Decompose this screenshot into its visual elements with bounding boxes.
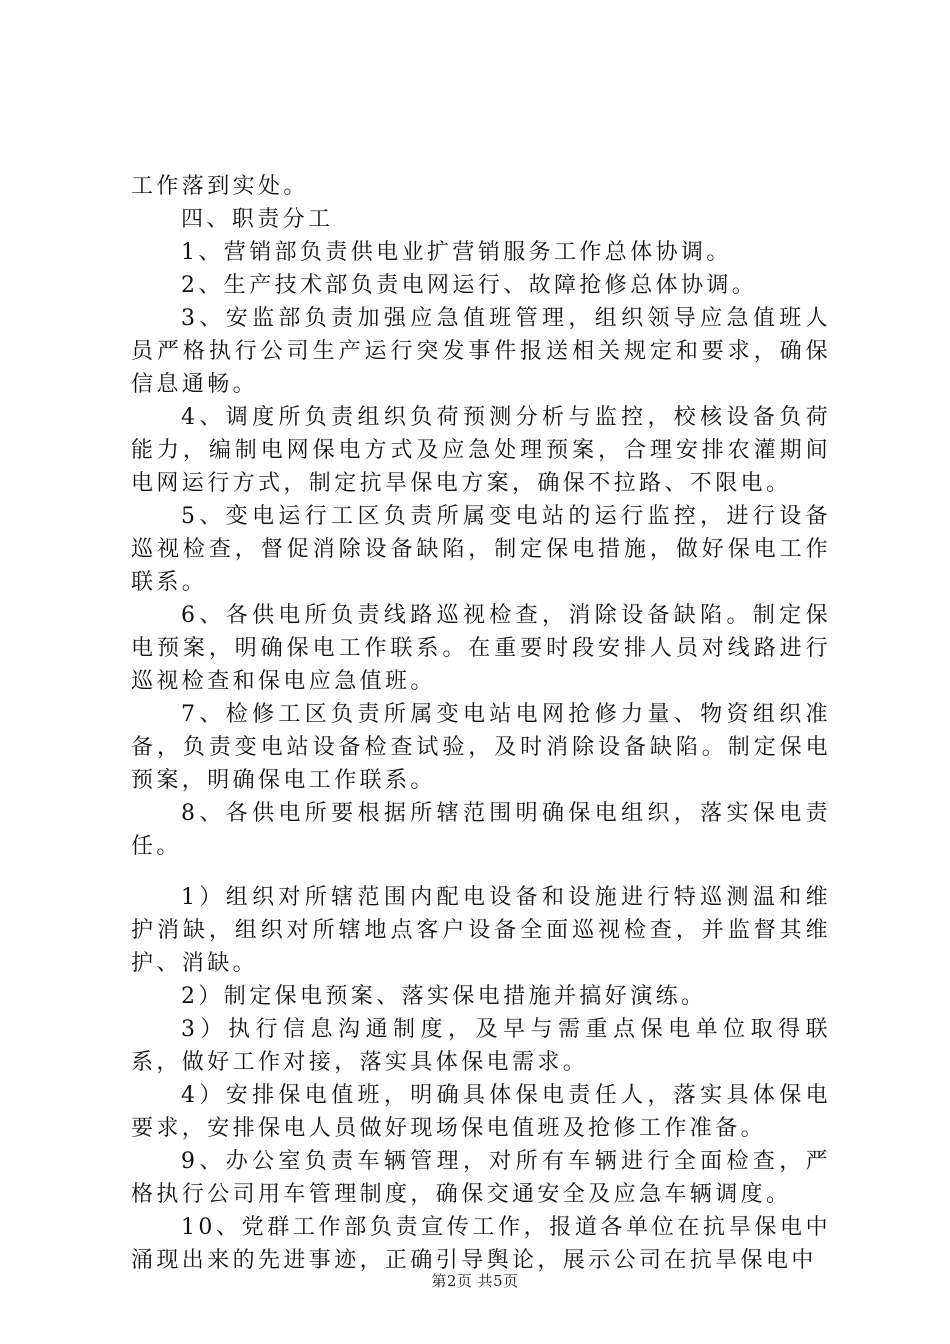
paragraph-item-2: 2、生产技术部负责电网运行、故障抢修总体协调。 bbox=[181, 273, 758, 298]
paragraph-item-3: 3、安监部负责加强应急值班管理，组织领导应急值班人员严格执行公司生产运行突发事件报送相关规定和要求，确保信息通畅。 bbox=[131, 306, 831, 397]
paragraph-item-9: 9、办公室负责车辆管理，对所有车辆进行全面检查，严格执行公司用车管理制度，确保交通安全及应急车辆调度。 bbox=[131, 1149, 831, 1207]
paragraph-spacer bbox=[131, 863, 831, 881]
paragraph-continuation: 工作落到实处。 bbox=[131, 174, 309, 199]
paragraph-item-1: 1、营销部负责供电业扩营销服务工作总体协调。 bbox=[181, 240, 732, 265]
paragraph-item-4: 4、调度所负责组织负荷预测分析与监控，校核设备负荷能力，编制电网保电方式及应急处理预案，合理安排农灌期间电网运行方式，制定抗旱保电方案，确保不拉路、不限电。 bbox=[131, 405, 831, 496]
paragraph-item-8: 8、各供电所要根据所辖范围明确保电组织，落实保电责任。 bbox=[131, 801, 831, 859]
section-heading-duties: 四、职责分工 bbox=[181, 207, 334, 232]
paragraph-item-6: 6、各供电所负责线路巡视检查，消除设备缺陷。制定保电预案，明确保电工作联系。在重要时段安排人员对线路进行巡视检查和保电应急值班。 bbox=[131, 603, 831, 694]
paragraph-item-7: 7、检修工区负责所属变电站电网抢修力量、物资组织准备，负责变电站设备检查试验，及时消除设备缺陷。制定保电预案，明确保电工作联系。 bbox=[131, 702, 831, 793]
paragraph-item-5: 5、变电运行工区负责所属变电站的运行监控，进行设备巡视检查，督促消除设备缺陷，制定保电措施，做好保电工作联系。 bbox=[131, 504, 831, 595]
paragraph-item-10: 10、党群工作部负责宣传工作，报道各单位在抗旱保电中涌现出来的先进事迹，正确引导舆论，展示公司在抗旱保电中 bbox=[131, 1215, 831, 1273]
paragraph-subitem-2: 2）制定保电预案、落实保电措施并搞好演练。 bbox=[181, 984, 707, 1009]
page-footer bbox=[0, 1270, 950, 1291]
page-number-label: 第2页 共5页 bbox=[431, 1272, 519, 1290]
document-body bbox=[131, 170, 831, 1277]
paragraph-subitem-3: 3）执行信息沟通制度，及早与需重点保电单位取得联系，做好工作对接，落实具体保电需求。 bbox=[131, 1017, 831, 1075]
paragraph-subitem-4: 4）安排保电值班，明确具体保电责任人，落实具体保电要求，安排保电人员做好现场保电值班及抢修工作准备。 bbox=[131, 1083, 831, 1141]
paragraph-subitem-1: 1）组织对所辖范围内配电设备和设施进行特巡测温和维护消缺，组织对所辖地点客户设备全面巡视检查，并监督其维护、消缺。 bbox=[131, 885, 831, 976]
